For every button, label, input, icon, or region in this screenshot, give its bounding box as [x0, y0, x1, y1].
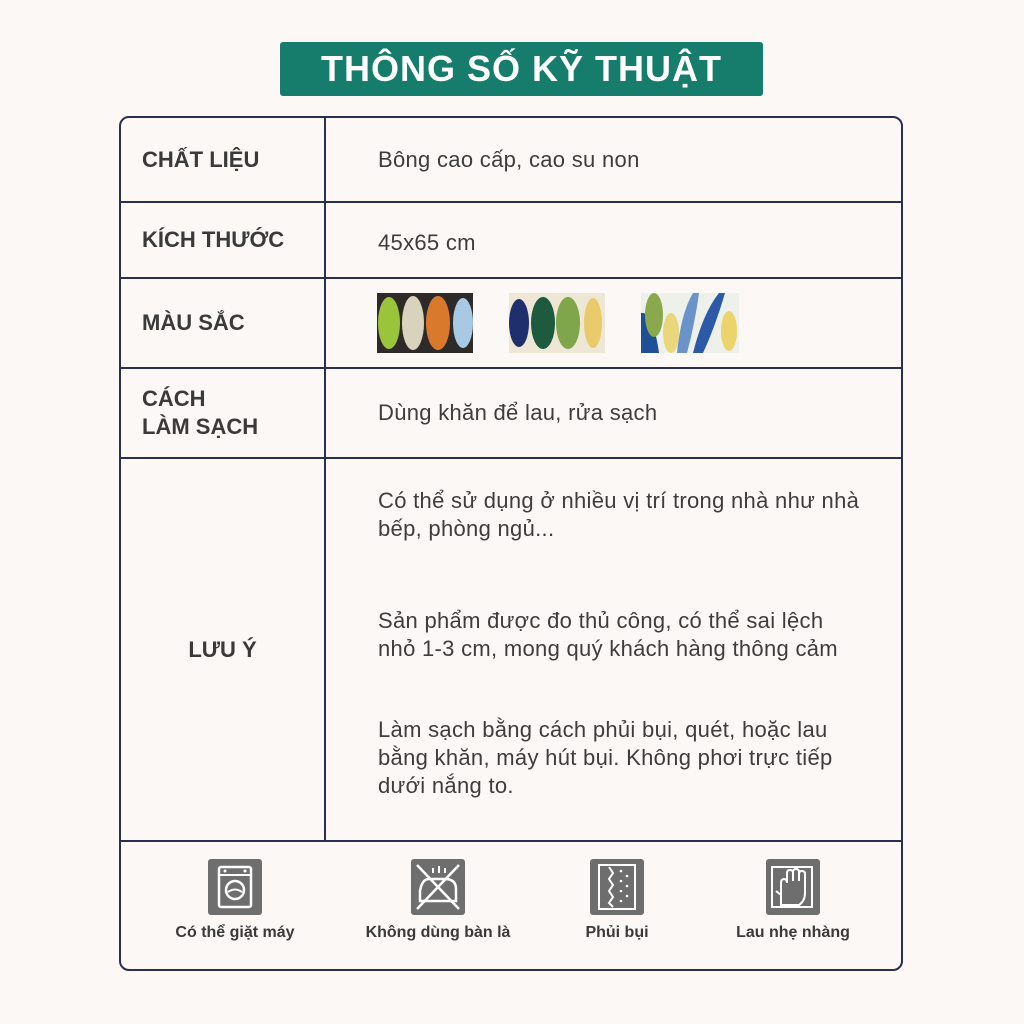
washing-machine-icon [208, 859, 262, 915]
cleaning-label-line1: CÁCH [142, 386, 206, 411]
color-swatch-2[interactable] [509, 293, 605, 353]
note-3: Làm sạch bằng cách phủi bụi, quét, hoặc lau bằng khăn, máy hút bụi. Không phơi trực tiếp dưới nắng to. [378, 717, 833, 798]
cleaning-label-line2: LÀM SẠCH [142, 414, 259, 439]
cleaning-value: Dùng khăn để lau, rửa sạch [378, 400, 658, 425]
title-badge [280, 42, 763, 96]
material-value: Bông cao cấp, cao su non [378, 146, 640, 172]
row-color [121, 279, 901, 369]
dust-off-icon [590, 859, 644, 915]
material-label: CHẤT LIỆU [121, 118, 326, 201]
row-notes [121, 459, 901, 842]
page-title: THÔNG SỐ KỸ THUẬT [321, 48, 722, 89]
care-item-dust-off [527, 842, 707, 971]
care-label-no-iron: Không dùng bàn là [365, 924, 511, 941]
care-label-dust-off: Phủi bụi [585, 924, 649, 941]
note-1: Có thể sử dụng ở nhiều vị trí trong nhà như nhà bếp, phòng ngủ... [378, 488, 860, 541]
row-cleaning [121, 369, 901, 459]
cleaning-label [121, 369, 326, 457]
row-care [121, 842, 901, 971]
care-label-machine-wash: Có thể giặt máy [175, 924, 295, 941]
row-size [121, 203, 901, 279]
size-label: KÍCH THƯỚC [121, 203, 326, 277]
size-value: 45x65 cm [378, 230, 476, 255]
care-item-gentle-wipe [703, 842, 883, 971]
spec-table [119, 116, 903, 971]
color-label: MÀU SẮC [121, 279, 326, 367]
gentle-wipe-icon [766, 859, 820, 915]
note-2: Sản phẩm được đo thủ công, có thể sai lệch nhỏ 1-3 cm, mong quý khách hàng thông cảm [378, 608, 838, 661]
care-label-gentle-wipe: Lau nhẹ nhàng [736, 924, 850, 941]
color-swatch-1[interactable] [377, 293, 473, 353]
no-iron-icon [411, 859, 465, 915]
row-material [121, 118, 901, 203]
care-item-no-iron [348, 842, 528, 971]
care-item-machine-wash [145, 842, 325, 971]
color-swatch-3[interactable] [641, 293, 739, 353]
notes-label: LƯU Ý [121, 459, 326, 840]
